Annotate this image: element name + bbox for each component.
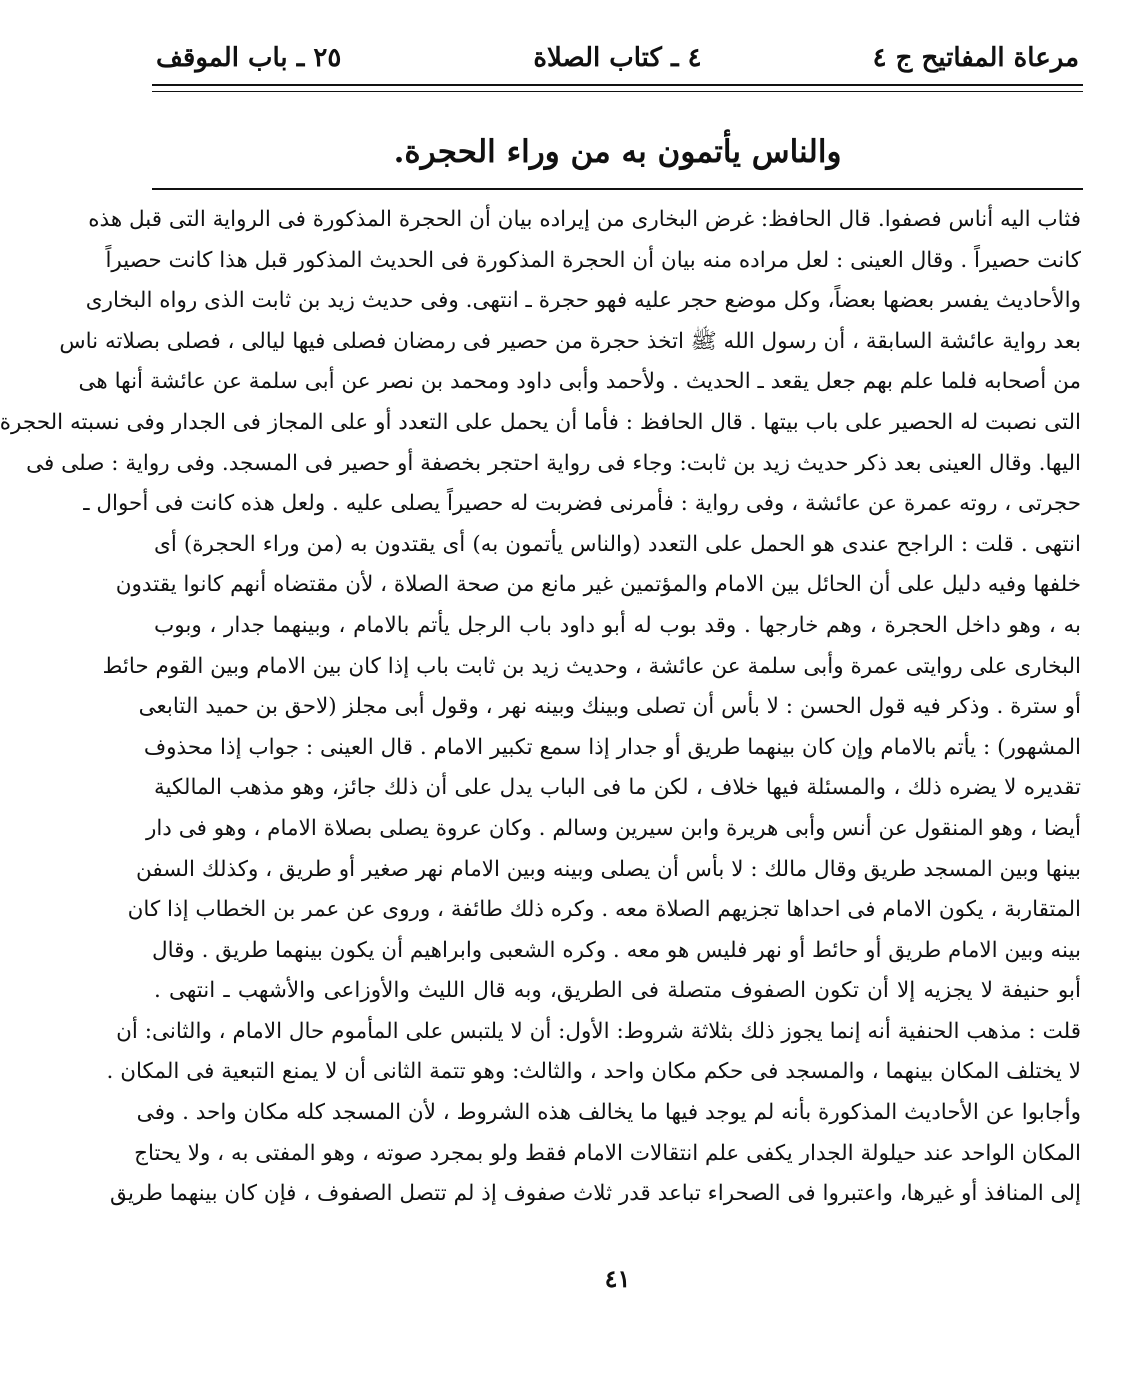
commentary-line: وأجابوا عن الأحاديث المذكورة بأنه لم يوجد فيها ما يخالف هذه الشروط ، لأن المسجد كله مكان واحد . وفى bbox=[136, 1100, 1081, 1126]
commentary-line: أيضا ، وهو المنقول عن أنس وأبى هريرة وابن سيرين وسالم . وكان عروة يصلى بصلاة الامام ، وهو فى دار bbox=[145, 815, 1081, 841]
book-title: مرعاة المفاتيح ج ٤ bbox=[872, 43, 1079, 73]
commentary-line: المتقاربة ، يكون الامام فى احداها تجزيهم الصلاة معه . وكره ذلك طائفة ، وروى عن عمر بن الخطاب إذا كان bbox=[127, 897, 1081, 923]
commentary-line: المكان الواحد عند حيلولة الجدار يكفى علم انتقالات الامام فقط ولو بمجرد صوته ، وهو المفتى به ، ولا يحتاج bbox=[134, 1140, 1081, 1166]
commentary-line: أو سترة . وذكر فيه قول الحسن : لا بأس أن تصلى وبينك وبينه نهر ، وقول أبى مجلز (لاحق بن حميد التابعى bbox=[138, 694, 1081, 720]
commentary-line: والأحاديث يفسر بعضها بعضاً، وكل موضع حجر عليه فهو حجرة ـ انتهى. وفى حديث زيد بن ثابت الذى رواه البخارى bbox=[85, 288, 1081, 314]
commentary-line: كانت حصيراً . وقال العينى : لعل مراده منه بيان أن الحجرة المذكورة فى الحديث المذكور قبل هذا كانت حصيراً bbox=[105, 247, 1081, 273]
commentary-line: قلت : مذهب الحنفية أنه إنما يجوز ذلك بثلاثة شروط: الأول: أن لا يلتبس على المأموم حال الامام ، والثانى: أن bbox=[116, 1018, 1081, 1044]
commentary-line: لا يختلف المكان بينهما ، والمسجد فى حكم مكان واحد ، والثالث: وهو تتمة الثانى أن لا يمنع التبعية فى المكان . bbox=[106, 1059, 1081, 1085]
page-number: ٤١ bbox=[604, 1264, 631, 1293]
commentary-line: اليها. وقال العينى بعد ذكر حديث زيد بن ثابت: وجاء فى رواية احتجر بخصفة أو حصير فى المسجد. وفى رواية : صلى فى bbox=[26, 450, 1081, 476]
commentary-line: من أصحابه فلما علم بهم جعل يقعد ـ الحديث . ولأحمد وأبى داود ومحمد بن نصر عن أبى سلمة عن عائشة أنها هى bbox=[78, 369, 1081, 395]
commentary-line: بعد رواية عائشة السابقة ، أن رسول الله ﷺ اتخذ حجرة من حصير فى رمضان فصلى فيها ليالى ، فصلى بصلاته ناس bbox=[59, 328, 1081, 354]
commentary-line: خلفها وفيه دليل على أن الحائل بين الامام والمؤتمين غير مانع من صحة الصلاة ، لأن مقتضاه أنهم كانوا يقتدون bbox=[115, 572, 1081, 598]
running-header bbox=[156, 38, 1079, 78]
commentary-body bbox=[0, 200, 1081, 1215]
commentary-line: أبو حنيفة لا يجزيه إلا أن تكون الصفوف متصلة فى الطريق، وبه قال الليث والأوزاعى والأشهب ـ انتهى . bbox=[154, 978, 1081, 1004]
commentary-line: فثاب اليه أناس فصفوا. قال الحافظ: غرض البخارى من إيراده بيان أن الحجرة المذكورة فى الرواية التى قبل هذه bbox=[88, 207, 1081, 232]
hadith-divider bbox=[152, 188, 1083, 190]
commentary-line: المشهور) : يأتم بالامام وإن كان بينهما طريق أو جدار إذا سمع تكبير الامام . قال العينى : جواب إذا محذوف bbox=[143, 734, 1081, 760]
commentary-line: بينه وبين الامام طريق أو حائط أو نهر فليس هو معه . وكره الشعبى وابراهيم أن يكون بينهما طريق . وقال bbox=[151, 937, 1081, 963]
commentary-line: به ، وهو داخل الحجرة ، وهم خارجها . وقد بوب له أبو داود باب الرجل يأتم بالامام ، وبينهما جدار ، وبوب bbox=[154, 612, 1081, 638]
commentary-line: حجرتى ، روته عمرة عن عائشة ، وفى رواية : فأمرنى فضربت له حصيراً يصلى عليه . ولعل هذه كانت فى أحوال ـ bbox=[83, 491, 1081, 517]
chapter-title: ٤ ـ كتاب الصلاة bbox=[533, 43, 702, 73]
commentary-line: البخارى على روايتى عمرة وأبى سلمة عن عائشة ، وحديث زيد بن ثابت باب إذا كان بين الامام وبين القوم حائط bbox=[102, 653, 1081, 679]
commentary-line: انتهى . قلت : الراجح عندى هو الحمل على التعدد (والناس يأتمون به) أى يقتدون به (من وراء الحجرة) أى bbox=[154, 531, 1081, 557]
commentary-line: إلى المنافذ أو غيرها، واعتبروا فى الصحراء تباعد قدر ثلاث صفوف إذ لم تتصل الصفوف ، فإن كان بينهما طريق bbox=[110, 1181, 1081, 1207]
commentary-line: تقديره لا يضره ذلك ، والمسئلة فيها خلاف ، لكن ما فى الباب يدل على أن ذلك جائز، وهو مذهب المالكية bbox=[154, 775, 1081, 801]
commentary-line: بينها وبين المسجد طريق وقال مالك : لا بأس أن يصلى وبينه وبين الامام نهر صغير أو طريق ، وكذلك السفن bbox=[136, 856, 1081, 882]
header-divider bbox=[152, 84, 1083, 92]
section-title: ٢٥ ـ باب الموقف bbox=[156, 43, 342, 73]
hadith-text: والناس يأتمون به من وراء الحجرة. bbox=[393, 134, 842, 170]
commentary-line: التى نصبت له الحصير على باب بيتها . قال الحافظ : فأما أن يحمل على التعدد أو على المجاز فى الجدار وفى نسبته الحجرة bbox=[0, 409, 1081, 435]
